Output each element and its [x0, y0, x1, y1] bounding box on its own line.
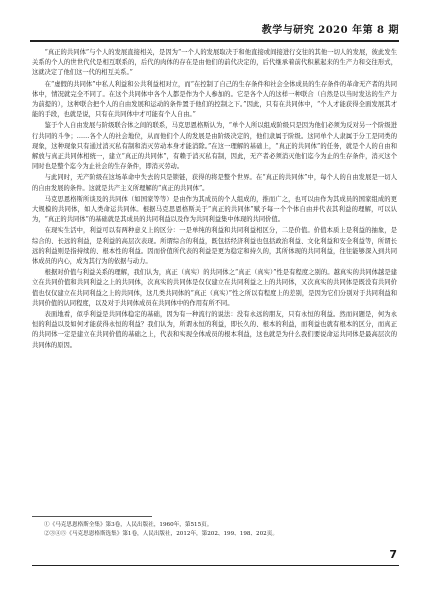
paragraph: 在“虚假的共同体”中私人利益和公共利益相对立，而“在控制了自己的生存条件和社会全体成员的生存条件的革命无产者的共同体中，情况就完全不同了。在这个共同体中各个人都是作为个人参加的。它是各个人的这样一种联合（自然是以当时发达的生产力为前提的），这种联合把个人的自由发展和运动的条件置于他们的控制之下。”因此，只有在共同体中，“个人才能获得全面发展其才能的手段，也就是说，只有在共同体中才可能有个人自由。”	[32, 80, 397, 119]
paragraph: “真正的共同体”与个人的发展直接相关，是因为“一个人的发展取决于和他直接或间接进行交往的其他一切人的发展，彼此发生关系的个人的世世代代是相互联系的，后代的肉体的存在是由他们的前代决定的，后代继承着前代积累起来的生产力和交往形式，这就决定了他们这一代的相互关系。”	[32, 49, 397, 77]
paragraph: 与此同时，无产阶级在这场革命中失去的只是锁链，获得的将是整个世界。在“真正的共同体”中，每个人的自由发展是一切人的自由发展的条件。这就是共产主义所理解的“真正的共同体”。	[32, 174, 397, 192]
page-number: 7	[389, 548, 397, 561]
issue-label: 2020 年第 8 期	[318, 25, 399, 36]
paragraph: 表面地看，似乎利益是共同体稳定的基础，因为有一种流行的说法：没有永远的朋友，只有永恒的利益。然而问题是，何为永恒的利益以及如何才能获得永恒的利益？我们认为，所谓永恒的利益，即长久的、根本的利益，而利益也就有根本的区分，而真正的共同体一定是建立在共同价值的基础之上，代表和实现全体成员的根本利益，这也就是为什么我们要说命运共同体是最高层次的共同体的原因。	[32, 311, 397, 349]
page-bottom-rule	[32, 565, 399, 566]
footnote: ①《马克思恩格斯全集》第3卷，人民出版社，1960年，第515页。	[44, 522, 213, 528]
paragraph: 根据对价值与利益关系的理解，我们认为，真正（真实）的共同体之“真正（真实）”性是有程度之别的。越真实的共同体越是建立在共同价值和共同利益之上的共同体，次真实的共同体是仅仅建立在共同利益之上的共同体，又次真实的共同体是既没有共同价值也仅仅建立在共同利益之上的共同体，这几类共同体的“真正（真实）”性之所以有程度上的差别，是因为它们分别对于共同利益和共同价值的认同程度，以及对于共同体成员在共同体中的作用有所不同。	[32, 269, 397, 307]
paragraph: 鉴于个人自由发展与阶级联合体之间的联系，马克思恩格斯认为，“单个人所以组成阶级只是因为他们必须为反对另一个阶级进行共同的斗争；……各个人的社会地位，从而他们个人的发展是由阶级决定的，他们隶属于阶级。这同单个人隶属于分工是同类的现象，这种现象只有通过消灭私有制和消灭劳动本身才能消除。”在这一理解的基础上，“真正的共同体”的任务，就是个人的自由和解放与真正共同体相统一，建立“真正的共同体”，有赖于消灭私有制，因此，无产者必须消灭他们迄今为止的生存条件，消灭这个同时也是整个迄今为止社会的生存条件，即消灭劳动。	[32, 122, 397, 171]
footnotes	[32, 521, 397, 539]
paragraph: 马克思恩格斯所谈及的共同体（如国家等等）是由作为其成员的个人组成的，推而广之，也可以由作为其成员的国家组成的更大规模的共同体，如人类命运共同体。根据马克思恩格斯关于“真正的共同体”赋予每一个个体自由并代表其利益的理解，可以认为，“真正的共同体”的基础就是其成员的共同利益以及作为共同利益集中体现的共同价值。	[32, 195, 397, 224]
article-body	[32, 48, 397, 508]
journal-name: 教学与研究	[261, 25, 315, 36]
journal-header	[262, 21, 399, 36]
footnote-divider	[32, 516, 152, 517]
running-header	[30, 18, 399, 42]
footnote: ②③④⑤《马克思恩格斯选集》第1卷，人民出版社，2012年，第202、199、198、202页。	[44, 531, 278, 537]
paragraph: 在现实生活中，利益可以有两种意义上的区分：一是单纯的利益和共同利益相区分，二是价值。价值本质上是利益的抽象，是综合的、长远的利益，是利益的高层次表现。所谓综合的利益，既包括经济利益也包括政治利益、文化利益和安全利益等，所谓长远的利益则是指持续的、根本性的利益。因而价值所代表的利益是更为稳定和持久的，其所体现的共同利益，往往能够深入到共同体成员的内心，成为其行为的依据与动力。	[32, 227, 397, 266]
